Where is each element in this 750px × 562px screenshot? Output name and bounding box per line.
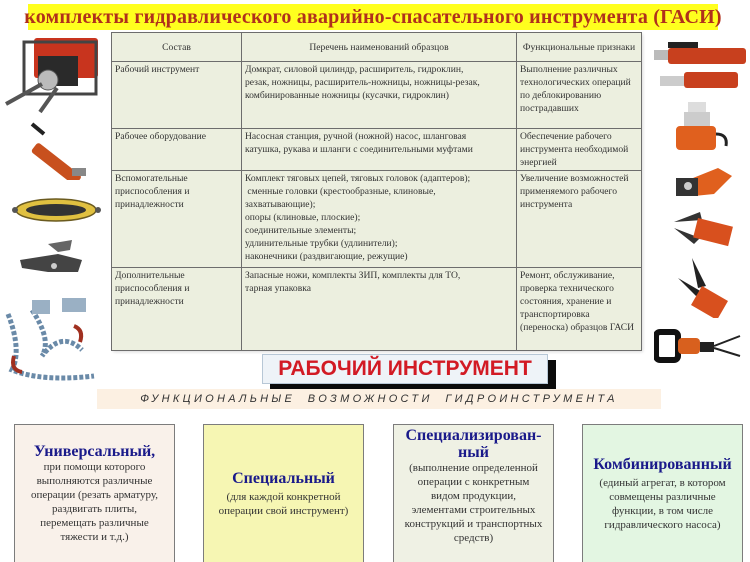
- card-specialized: [393, 424, 554, 562]
- card-line: средств): [453, 532, 494, 544]
- table-row: [112, 268, 642, 351]
- row-composition: Рабочее оборудование: [112, 129, 242, 171]
- ring-cutter-image: [654, 328, 746, 364]
- card-line: функции, в том числе: [611, 504, 714, 517]
- row-items: Домкрат, силовой цилиндр, расширитель, гидроклин, резак, ножницы, расширитель-ножницы, ножницы-резак, комбинированные ножницы (кусачки, гидроклин): [242, 62, 517, 129]
- card-line: тяжести и т.д.): [60, 531, 129, 543]
- power-cylinders-image: [648, 38, 748, 94]
- table-row: [112, 171, 642, 268]
- table-row: [112, 62, 642, 129]
- card-line: (выполнение определенной: [409, 462, 538, 474]
- row-function: Обеспечение рабочего инструмента необходимой энергией: [517, 129, 642, 171]
- row-composition: Рабочий инструмент: [112, 62, 242, 129]
- card-title: Комбинированный: [593, 455, 732, 473]
- table-header-row: [112, 33, 642, 62]
- card-title: ный: [458, 444, 489, 461]
- card-title: Универсальный,: [33, 443, 156, 460]
- card-title: Специальный: [232, 469, 335, 487]
- card-line: конструкций и транспортных: [404, 518, 543, 530]
- jack-image: [672, 100, 732, 152]
- pump-station-image: [2, 32, 107, 114]
- row-function: Увеличение возможностей применяемого рабочего инструмента: [517, 171, 642, 268]
- card-line: (для каждой конкретной: [226, 490, 341, 503]
- row-items: Комплект тяговых цепей, тяговых головок (адаптеров); сменные головки (крестообразные, клиновые, захватывающие); опоры (клиновые, плоские); соединительные элементы; удлинительные трубки (удлинители); наконечники (раздвигающие, режущие): [242, 171, 517, 268]
- row-composition: Дополнительные приспособления и принадлежности: [112, 268, 242, 351]
- card-line: видом продукции,: [430, 490, 517, 502]
- header-composition: Состав: [112, 33, 242, 62]
- title-bar: [24, 4, 722, 30]
- card-universal: [14, 424, 175, 562]
- banner-text: РАБОЧИЙ ИНСТРУМЕНТ: [278, 357, 532, 380]
- card-title: Специализирован-: [405, 427, 542, 444]
- card-line: совмещены различные: [609, 490, 716, 503]
- card-line: раздвигать плиты,: [51, 503, 138, 515]
- spreader-image: [672, 208, 744, 250]
- section-subtitle: [97, 389, 661, 409]
- header-function: Функциональные признаки: [517, 33, 642, 62]
- hose-reel-image: [10, 196, 102, 224]
- hand-pump-image: [24, 120, 89, 180]
- cutter-tip-image: [18, 238, 84, 278]
- card-line: операции свой инструмент): [218, 504, 349, 517]
- row-composition: Вспомогательные приспособления и принадлежности: [112, 171, 242, 268]
- card-line: при помощи которого: [43, 461, 146, 473]
- card-special: [203, 424, 364, 562]
- row-items: Запасные ножи, комплекты ЗИП, комплекты для ТО, тарная упаковка: [242, 268, 517, 351]
- cutter-image: [676, 256, 742, 318]
- spec-table: [111, 32, 642, 351]
- row-function: Ремонт, обслуживание, проверка технического состояния, хранение и транспортировка (переноска) образцов ГАСИ: [517, 268, 642, 351]
- subtitle-text: ФУНКЦИОНАЛЬНЫЕ ВОЗМОЖНОСТИ ГИДРОИНСТРУМЕНТА: [140, 393, 618, 405]
- working-tool-banner: [262, 354, 548, 384]
- card-combined: [582, 424, 743, 562]
- card-line: гидравлического насоса): [604, 518, 721, 531]
- card-line: перемещать различные: [40, 517, 149, 529]
- card-line: (единый агрегат, в котором: [599, 476, 726, 489]
- card-line: элементами строительных: [411, 504, 536, 516]
- row-items: Насосная станция, ручной (ножной) насос, шланговая катушка, рукава и шланги с соединительными муфтами: [242, 129, 517, 171]
- spec-table-container: [111, 32, 641, 350]
- traction-chains-image: [2, 290, 102, 386]
- card-line: операции с конкретным: [417, 476, 530, 488]
- page-title: комплекты гидравлического аварийно-спасательного инструмента (ГАСИ): [24, 5, 722, 28]
- combi-cutter-image: [674, 156, 740, 202]
- card-line: операции (резать арматуру,: [30, 489, 159, 501]
- card-line: выполняются различные: [36, 475, 153, 487]
- header-items: Перечень наименований образцов: [242, 33, 517, 62]
- row-function: Выполнение различных технологических операций по деблокированию пострадавших: [517, 62, 642, 129]
- table-row: [112, 129, 642, 171]
